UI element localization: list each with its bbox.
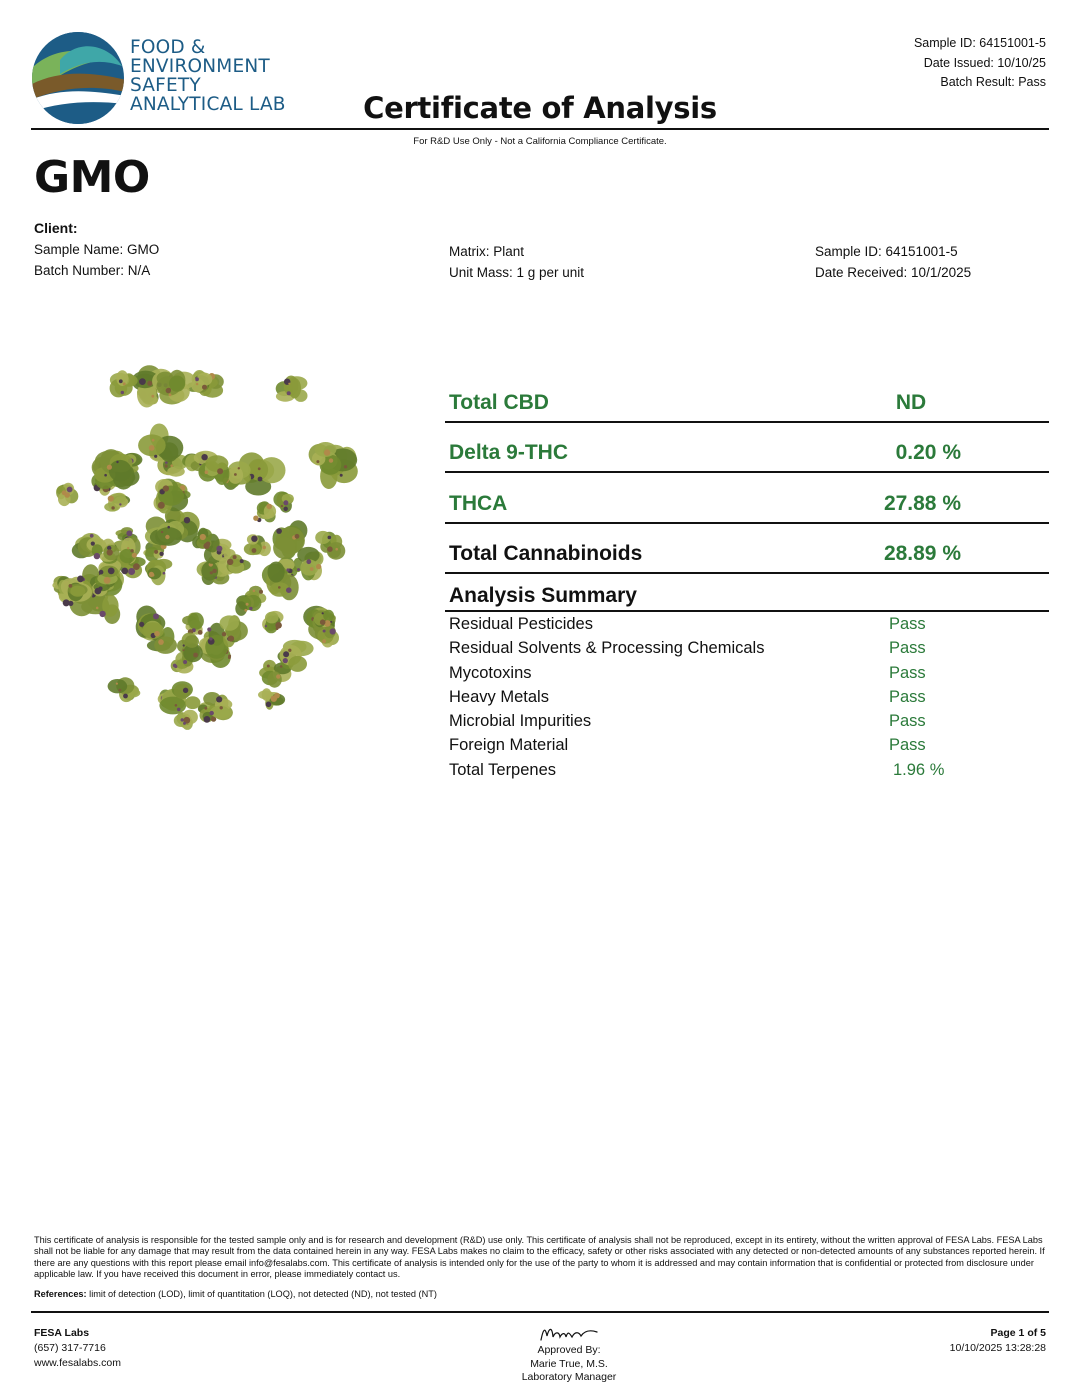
summary-result: Pass — [889, 663, 926, 682]
bud-detail — [95, 588, 102, 595]
potency-value: ND — [895, 390, 927, 414]
bud-detail — [161, 531, 163, 533]
bud-detail — [62, 490, 67, 495]
summary-result: Pass — [889, 712, 926, 731]
bud-detail — [327, 546, 333, 552]
bud-detail — [107, 549, 113, 555]
bud-shape — [169, 376, 185, 392]
bud-shape — [262, 688, 272, 701]
bud-detail — [244, 609, 247, 612]
bud-detail — [154, 631, 160, 637]
logo-line: SAFETY — [130, 75, 201, 96]
bud-detail — [233, 555, 237, 559]
bud-detail — [234, 473, 237, 476]
batch-number: Batch Number: N/A — [34, 263, 151, 278]
bud-detail — [159, 552, 163, 556]
bud-detail — [297, 568, 300, 571]
bud-detail — [151, 574, 154, 577]
bud-detail — [126, 530, 132, 536]
bud-shape — [268, 562, 285, 583]
approved-by-label: Approved By: — [537, 1344, 601, 1356]
bud-detail — [283, 651, 289, 657]
bud-detail — [163, 485, 169, 491]
bud-detail — [183, 649, 185, 651]
bud-detail — [288, 649, 291, 652]
bud-detail — [251, 536, 257, 542]
bud-detail — [227, 559, 233, 565]
bud-shape — [288, 656, 307, 672]
bud-detail — [99, 611, 105, 617]
bud-detail — [316, 460, 319, 463]
bud-detail — [184, 517, 190, 523]
bud-detail — [116, 461, 118, 463]
approver-name: Marie True, M.S. — [530, 1357, 608, 1370]
bud-detail — [127, 547, 129, 549]
bud-shape — [265, 612, 279, 624]
bud-detail — [344, 465, 347, 468]
bud-detail — [174, 665, 177, 668]
bud-detail — [183, 722, 186, 725]
bud-detail — [202, 385, 207, 390]
bud-detail — [207, 627, 211, 631]
bud-detail — [91, 542, 95, 546]
bud-detail — [68, 601, 73, 606]
bud-detail — [152, 439, 155, 442]
bud-detail — [130, 549, 133, 552]
bud-detail — [67, 487, 73, 493]
bud-detail — [340, 474, 343, 477]
bud-detail — [107, 465, 112, 470]
summary-title: Analysis Summary — [449, 584, 637, 607]
unit-mass: Unit Mass: 1 g per unit — [449, 265, 585, 280]
date-received: Date Received: 10/1/2025 — [815, 265, 972, 280]
summary-result: Pass — [889, 687, 926, 706]
potency-value: 28.89 % — [883, 542, 961, 565]
potency-row — [445, 473, 1049, 524]
bud-detail — [139, 378, 146, 385]
header-divider — [31, 128, 1049, 130]
header-date-issued: Date Issued: 10/10/25 — [923, 55, 1046, 70]
bud-detail — [210, 711, 214, 715]
bud-detail — [170, 464, 173, 467]
bud-detail — [193, 653, 198, 658]
summary-row — [445, 636, 1049, 660]
bud-detail — [104, 577, 111, 584]
bud-detail — [153, 613, 159, 619]
potency-row — [445, 423, 1049, 474]
bud-detail — [90, 534, 94, 538]
bud-detail — [335, 548, 338, 551]
bud-detail — [330, 628, 336, 634]
bud-shape — [109, 460, 132, 482]
bud-detail — [222, 632, 226, 636]
bud-shape — [116, 370, 128, 386]
summary-result: Pass — [889, 639, 926, 658]
bud-detail — [265, 625, 267, 627]
bud-shape — [70, 586, 85, 597]
bud-detail — [281, 505, 283, 507]
summary-result: Pass — [889, 736, 926, 755]
bud-detail — [287, 391, 291, 395]
bud-detail — [253, 516, 258, 521]
potency-table — [445, 372, 1049, 574]
bud-detail — [276, 674, 280, 678]
lab-contact — [34, 1326, 121, 1371]
bud-detail — [165, 535, 169, 539]
logo-line: ENVIRONMENT — [130, 56, 270, 77]
summary-result: Pass — [889, 615, 926, 633]
bud-detail — [253, 589, 256, 592]
bud-detail — [108, 496, 114, 502]
references-text: limit of detection (LOD), limit of quantitation (LOQ), not detected (ND), not tested (NT) — [89, 1289, 437, 1299]
potency-name: Total CBD — [449, 390, 549, 414]
client-info — [34, 218, 159, 281]
bud-detail — [183, 688, 188, 693]
sample-id: Sample ID: 64151001-5 — [815, 244, 958, 259]
bud-detail — [324, 449, 330, 455]
summary-test: Foreign Material — [449, 736, 569, 755]
client-label: Client: — [34, 220, 78, 236]
bud-detail — [249, 607, 252, 610]
potency-name: Total Cannabinoids — [449, 542, 643, 565]
bud-detail — [316, 564, 321, 569]
legal-disclaimer: This certificate of analysis is responsible for the tested sample only and is for research and development (R&D) use only. This certificate of analysis shall not be reproduced, except in its entirety, without the written approval of FESA Labs. FESA Labs shall not be liable for any damage that may result from the data contained herein in any way. FESA Labs makes no claim to the efficacy, safety or other risks associated with any detected or non-detected amounts of any substances reported herein. If there are any questions with this report please email info@fesalabs.com. This certificate of analysis is intended only for the use of the party to whom it is addressed and may contain information that is confidential or protected from disclosure under applicable law. If you have received this document in error, please immediately contact us. — [34, 1235, 1045, 1280]
header-sample-id: Sample ID: 64151001-5 — [913, 36, 1046, 50]
bud-shape — [185, 696, 200, 709]
bud-shape — [267, 671, 281, 687]
bud-detail — [310, 567, 314, 571]
bud-detail — [286, 568, 289, 571]
bud-detail — [94, 553, 100, 559]
bud-detail — [108, 568, 115, 575]
generated-timestamp: 10/10/2025 13:28:28 — [949, 1342, 1046, 1354]
bud-detail — [198, 630, 203, 635]
page-info — [950, 1326, 1046, 1356]
summary-test: Total Terpenes — [449, 760, 557, 779]
lab-phone: (657) 317-7716 — [34, 1342, 106, 1354]
bud-shape — [159, 697, 186, 715]
bud-detail — [119, 503, 121, 505]
bud-detail — [132, 553, 137, 558]
summary-test: Residual Pesticides — [449, 615, 593, 633]
bud-detail — [99, 570, 104, 575]
potency-name: Delta 9-THC — [449, 441, 569, 464]
bud-detail — [283, 500, 288, 505]
bud-detail — [216, 546, 222, 552]
bud-shape — [205, 455, 228, 472]
summary-test: Microbial Impurities — [449, 712, 592, 731]
bud-detail — [158, 639, 164, 645]
bud-detail — [165, 465, 168, 468]
bud-detail — [122, 568, 129, 575]
top-disclaimer: For R&D Use Only - Not a California Compliance Certificate. — [413, 136, 667, 147]
logo-line: ANALYTICAL LAB — [130, 94, 286, 115]
bud-detail — [209, 637, 212, 640]
analysis-summary — [445, 578, 1049, 782]
bud-detail — [177, 708, 181, 712]
bud-detail — [220, 706, 223, 709]
bud-detail — [118, 689, 121, 692]
bud-detail — [283, 658, 288, 663]
bud-detail — [284, 507, 288, 511]
bud-detail — [116, 683, 118, 685]
product-image — [30, 305, 370, 785]
bud-detail — [147, 381, 152, 386]
bud-shape — [188, 612, 204, 629]
bud-detail — [183, 660, 187, 664]
bud-detail — [210, 571, 213, 574]
bud-detail — [158, 502, 165, 509]
bud-detail — [286, 587, 292, 593]
summary-result: 1.96 % — [893, 760, 945, 779]
potency-name: THCA — [449, 491, 508, 515]
bud-detail — [96, 607, 99, 610]
bud-detail — [196, 383, 198, 385]
bud-detail — [119, 379, 123, 383]
bud-shape — [154, 637, 177, 654]
matrix-value: Matrix: Plant — [449, 244, 525, 259]
bud-detail — [258, 467, 261, 470]
bud-detail — [262, 546, 266, 550]
bud-detail — [320, 619, 326, 625]
signature-image — [469, 1322, 669, 1344]
potency-value: 27.88 % — [883, 491, 961, 515]
bud-detail — [200, 534, 206, 540]
summary-row — [445, 758, 1049, 782]
bud-detail — [166, 388, 171, 393]
bud-detail — [329, 458, 333, 462]
bud-detail — [246, 603, 249, 606]
potency-value: 0.20 % — [895, 441, 961, 464]
bud-detail — [167, 526, 170, 529]
summary-test: Heavy Metals — [449, 687, 549, 706]
bud-detail — [259, 590, 263, 594]
bud-detail — [328, 536, 332, 540]
bud-detail — [258, 477, 263, 482]
bud-detail — [276, 528, 282, 534]
bud-shape — [220, 615, 239, 630]
bud-detail — [212, 569, 216, 573]
bud-detail — [322, 639, 326, 643]
bud-detail — [104, 474, 107, 477]
bud-detail — [240, 559, 244, 563]
logo-line: FOOD & — [130, 37, 206, 58]
approval-block — [469, 1322, 669, 1385]
summary-test: Mycotoxins — [449, 663, 532, 682]
sample-name: Sample Name: GMO — [34, 242, 160, 257]
bud-detail — [128, 568, 135, 575]
bud-detail — [322, 612, 324, 614]
bud-detail — [323, 630, 326, 633]
bud-detail — [266, 504, 272, 510]
bud-detail — [123, 382, 126, 385]
sample-info — [815, 241, 971, 283]
bud-detail — [77, 576, 84, 583]
bud-detail — [195, 377, 199, 381]
summary-row — [445, 612, 1049, 636]
references — [34, 1289, 437, 1299]
bud-detail — [181, 718, 184, 721]
bud-shape — [185, 635, 199, 648]
header-meta — [914, 34, 1046, 93]
bud-detail — [169, 393, 172, 396]
page-number: Page 1 of 5 — [990, 1327, 1046, 1339]
bud-detail — [139, 622, 144, 627]
bud-detail — [154, 455, 157, 458]
bud-detail — [123, 694, 128, 699]
bud-detail — [154, 550, 158, 554]
bud-detail — [295, 534, 300, 539]
header-batch-result: Batch Result: Pass — [940, 75, 1046, 89]
bud-shape — [235, 601, 247, 616]
bud-detail — [111, 506, 114, 509]
bud-detail — [238, 467, 240, 469]
bud-detail — [228, 636, 234, 642]
bud-detail — [274, 693, 280, 699]
bud-detail — [288, 383, 290, 385]
bud-detail — [151, 395, 154, 398]
bud-shape — [174, 684, 191, 699]
references-label: References: — [34, 1289, 87, 1299]
bud-detail — [204, 716, 211, 723]
bud-detail — [69, 584, 73, 588]
potency-row — [445, 372, 1049, 423]
summary-row — [445, 733, 1049, 757]
bud-detail — [306, 559, 311, 564]
product-name: GMO — [34, 152, 150, 203]
lab-name: FESA Labs — [34, 1327, 90, 1339]
summary-test: Residual Solvents & Processing Chemicals — [449, 639, 765, 658]
bud-detail — [266, 702, 272, 708]
lab-website: www.fesalabs.com — [34, 1357, 121, 1369]
matrix-info — [449, 241, 584, 283]
bud-detail — [267, 665, 270, 668]
bud-detail — [163, 572, 166, 575]
bud-shape — [323, 610, 334, 621]
bud-detail — [149, 445, 155, 451]
bud-detail — [278, 586, 281, 589]
bud-shape — [108, 679, 128, 693]
approver-title: Laboratory Manager — [521, 1371, 617, 1383]
summary-header — [445, 578, 1049, 612]
bud-detail — [175, 704, 178, 707]
footer-divider — [31, 1311, 1049, 1313]
bud-detail — [183, 644, 185, 646]
bud-detail — [252, 548, 257, 553]
bud-detail — [228, 655, 231, 658]
bud-detail — [121, 391, 124, 394]
summary-row — [445, 661, 1049, 685]
bud-detail — [205, 470, 209, 474]
summary-row — [445, 685, 1049, 709]
potency-row-total — [445, 524, 1049, 575]
bud-detail — [217, 468, 223, 474]
document-title: Certificate of Analysis — [363, 91, 717, 125]
bud-detail — [206, 542, 211, 547]
bud-detail — [276, 627, 279, 630]
summary-row — [445, 709, 1049, 733]
bud-detail — [201, 454, 207, 460]
bud-shape — [273, 537, 296, 559]
bud-detail — [216, 696, 222, 702]
bud-detail — [204, 707, 207, 710]
